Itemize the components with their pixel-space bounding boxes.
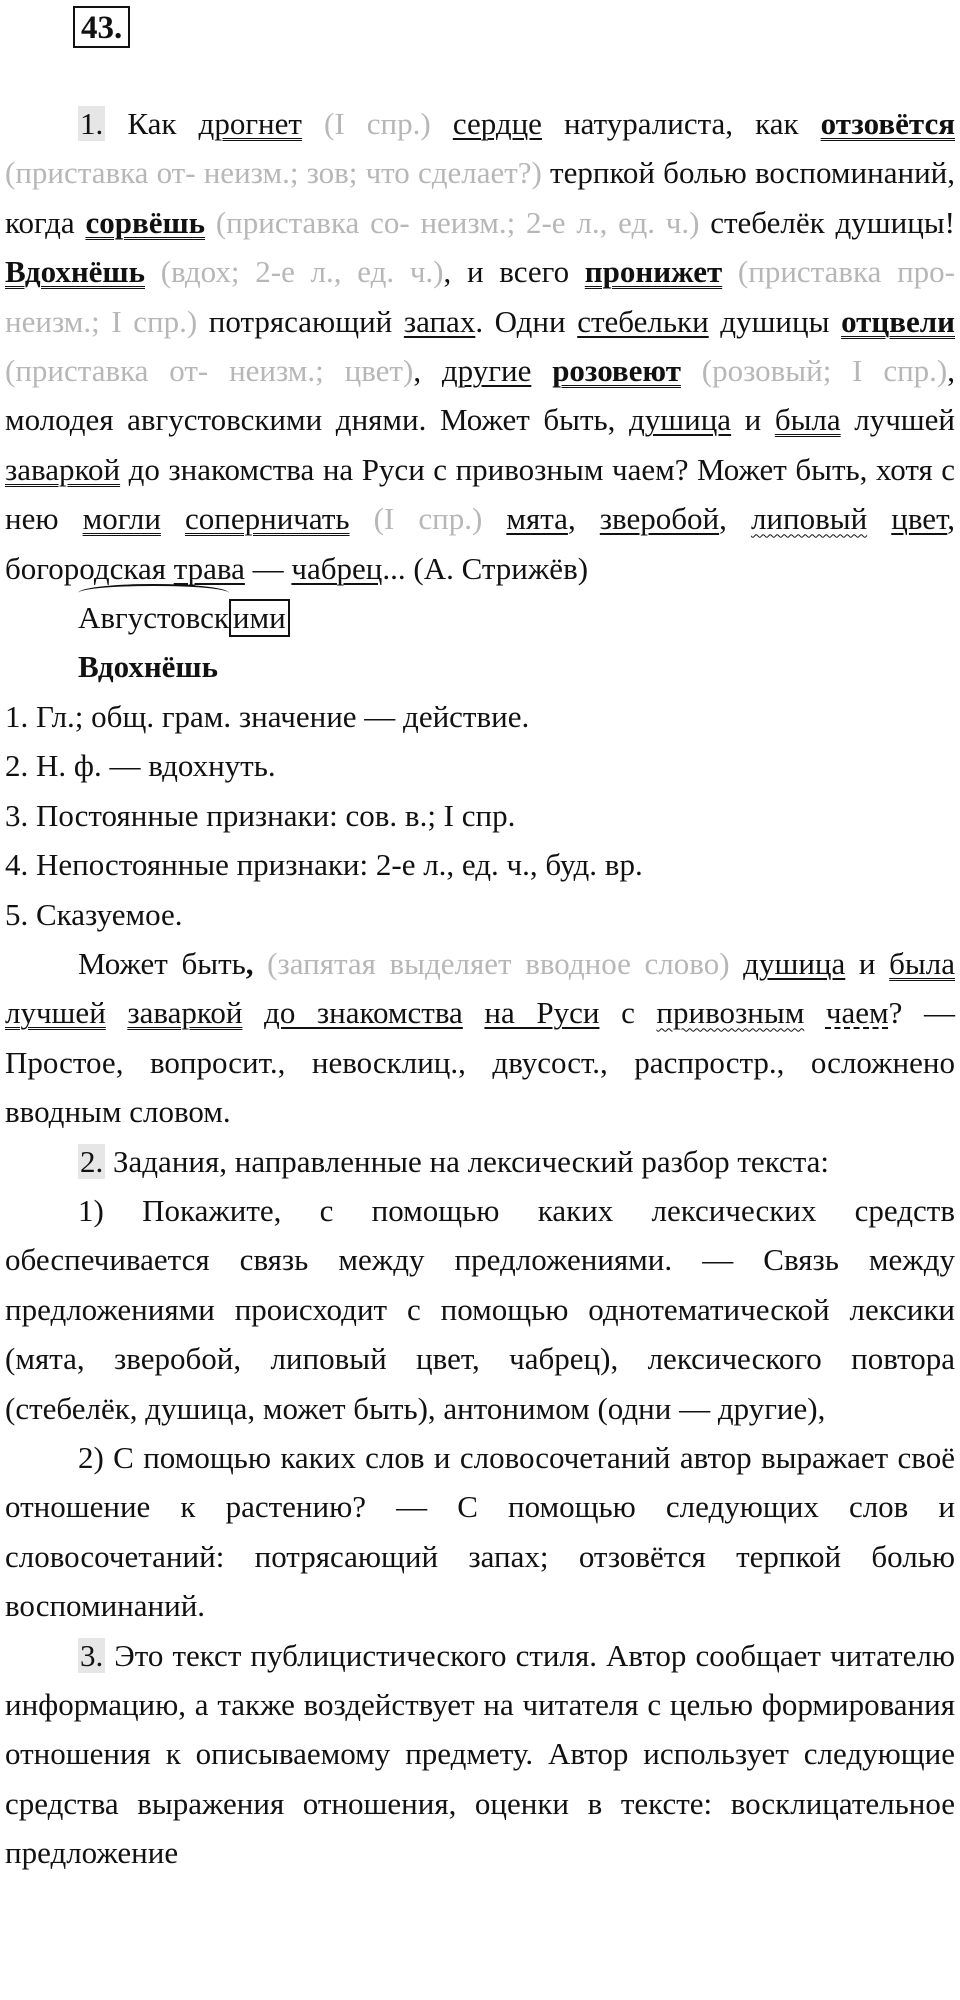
note: (I спр.) xyxy=(349,501,507,537)
text: Как xyxy=(105,106,199,141)
predicate-zavarkoi: заваркой xyxy=(127,995,243,1031)
section-3-label: 3. xyxy=(80,1637,104,1673)
text xyxy=(242,995,264,1030)
text xyxy=(463,995,485,1030)
parse-line: 4. Непостоянные признаки: 2-е л., ед. ч., буд. вр. xyxy=(5,847,643,883)
text: терпкой болью воспоминаний, когда xyxy=(5,155,956,240)
subject-zapakh: запах xyxy=(403,303,476,339)
text: , xyxy=(245,945,254,981)
subject-chabrets: чабрец xyxy=(291,550,383,586)
parse-line: 1. Гл.; общ. грам. значение — действие. xyxy=(5,698,530,734)
morpheme-analysis xyxy=(78,598,290,638)
parse-title-line xyxy=(5,642,955,691)
predicate-luchshei: лучшей xyxy=(5,995,106,1031)
subject-trava: трава xyxy=(173,550,245,586)
section-2-question-1: 1) Покажите, с помощью каких лексических средств обеспечивается связь между предложениями. — Связь между предложениями происходит с помощью однотематической лексики (мята, зверобой, липовый цвет, чабрец), лексического повтора (стебелёк, душица, может быть), антонимом (одни — другие), xyxy=(5,1192,955,1426)
text: стебелёк душицы! xyxy=(710,204,955,240)
root-text: Августовск xyxy=(78,600,229,636)
section-2-question-2: 2) С помощью каких слов и словосочетаний автор выражает своё отношение к растению? — С помощью следующих слов и словосочетаний: потрясающий запах; отзовётся терпкой болью воспоминаний. xyxy=(5,1439,955,1624)
text: и xyxy=(845,945,890,981)
note: (вдох; 2-е л., ед. ч.) xyxy=(145,254,444,290)
text xyxy=(531,353,552,388)
predicate-pronizhet: пронижет xyxy=(584,254,723,290)
text: ? — Простое, вопросит., невосклиц., двусост., распростр., осложнено вводным словом. xyxy=(5,995,955,1130)
parse-line: 5. Сказуемое. xyxy=(5,896,183,932)
text: Это текст публицистического стиля. Автор сообщает читателю информацию, а также воздействует на читателя с целью формирования отношения к описываемому предмету. Автор использует следующие средства выражения отношения, оценки в тексте: восклицательное предложение xyxy=(5,1637,955,1871)
subject-dushitsa: душица xyxy=(628,402,732,438)
section-1-label: 1. xyxy=(80,106,104,141)
text: лучшей xyxy=(840,402,956,438)
root-arc xyxy=(78,584,229,602)
section-2-label: 2. xyxy=(80,1143,104,1179)
text xyxy=(161,501,185,536)
subject-dushitsa: душица xyxy=(743,945,846,981)
subject-drugie: другие xyxy=(441,353,532,389)
section-3-text xyxy=(5,1631,955,1878)
text: , и всего xyxy=(443,254,585,290)
text: и xyxy=(731,402,775,438)
note: (запятая выделяет вводное слово) xyxy=(253,945,744,981)
subject-myata: мята xyxy=(506,501,568,537)
subject-zveroboi: зверобой xyxy=(599,501,720,537)
note: (приставка про- неизм.; I спр.) xyxy=(5,254,955,339)
text: , xyxy=(567,501,600,537)
morpheme-ending: ими xyxy=(229,599,290,637)
text: , xyxy=(719,501,751,537)
subject-stebelki: стебельки xyxy=(577,303,709,339)
attribute-lipovyi: липовый xyxy=(750,501,868,537)
text: до знакомства на Руси с привозным чаем? Может быть, хотя с нею xyxy=(5,451,955,537)
text xyxy=(804,995,826,1030)
text: душицы xyxy=(708,303,842,339)
predicate-zavarkoi: заваркой xyxy=(5,451,121,487)
text: Задания, направленные на лексический разбор текста: xyxy=(105,1143,830,1179)
content xyxy=(5,99,955,1878)
predicate-rozoveyut: розовеют xyxy=(552,353,681,389)
adverbial-do-znakomstva: до знакомства xyxy=(264,995,463,1031)
text: Может быть xyxy=(78,945,246,981)
text: , молодея августовскими днями. Может быть, xyxy=(5,353,956,438)
text xyxy=(106,995,128,1030)
exercise-number: 43. xyxy=(73,6,130,48)
text: с xyxy=(599,995,657,1031)
subject-serdtse: сердце xyxy=(452,106,542,141)
object-chaem: чаем xyxy=(825,995,889,1031)
text: , богородская xyxy=(5,501,956,586)
text: — xyxy=(244,550,292,586)
morpheme-line xyxy=(5,593,955,642)
subject-tsvet: цвет xyxy=(891,501,948,537)
adverbial-na-rusi: на Руси xyxy=(484,995,600,1031)
predicate-otsveli: отцвели xyxy=(841,303,955,339)
parse-line: 2. Н. ф. — вдохнуть. xyxy=(5,748,276,784)
morpheme-root xyxy=(78,598,229,638)
note: (I спр.) xyxy=(301,106,453,141)
note: (розовый; I спр.) xyxy=(680,353,948,389)
text: , xyxy=(413,353,442,389)
note: (приставка от- неизм.; цвет) xyxy=(5,353,414,389)
predicate-sopernichat: соперничать xyxy=(185,501,350,537)
note: (приставка со- неизм.; 2-е л., ед. ч.) xyxy=(205,204,711,240)
text: . Одни xyxy=(475,303,578,339)
attribute-privoznym: привозным xyxy=(656,995,805,1031)
syntax-analysis xyxy=(5,939,955,1137)
section-2-intro xyxy=(5,1137,955,1186)
predicate-drognet: дрогнет xyxy=(198,106,302,141)
text: потрясающий xyxy=(208,303,404,339)
predicate-sorvesh: сорвёшь xyxy=(85,204,206,240)
parse-title: Вдохнёшь xyxy=(78,649,218,685)
predicate-otzovetsya: отзовётся xyxy=(820,106,955,141)
author: ... (А. Стрижёв) xyxy=(382,550,589,586)
predicate-byla: была xyxy=(774,402,841,438)
predicate-mogli: могли xyxy=(82,501,161,537)
text: натуралиста, как xyxy=(541,106,821,141)
note: (приставка от- неизм.; зов; что сделает?) xyxy=(5,155,551,191)
predicate-vdokhnesh: Вдохнёшь xyxy=(5,254,145,290)
section-1-text xyxy=(5,99,955,593)
parse-line: 3. Постоянные признаки: сов. в.; I спр. xyxy=(5,797,516,833)
predicate-byla: была xyxy=(889,945,955,981)
text xyxy=(867,501,891,536)
